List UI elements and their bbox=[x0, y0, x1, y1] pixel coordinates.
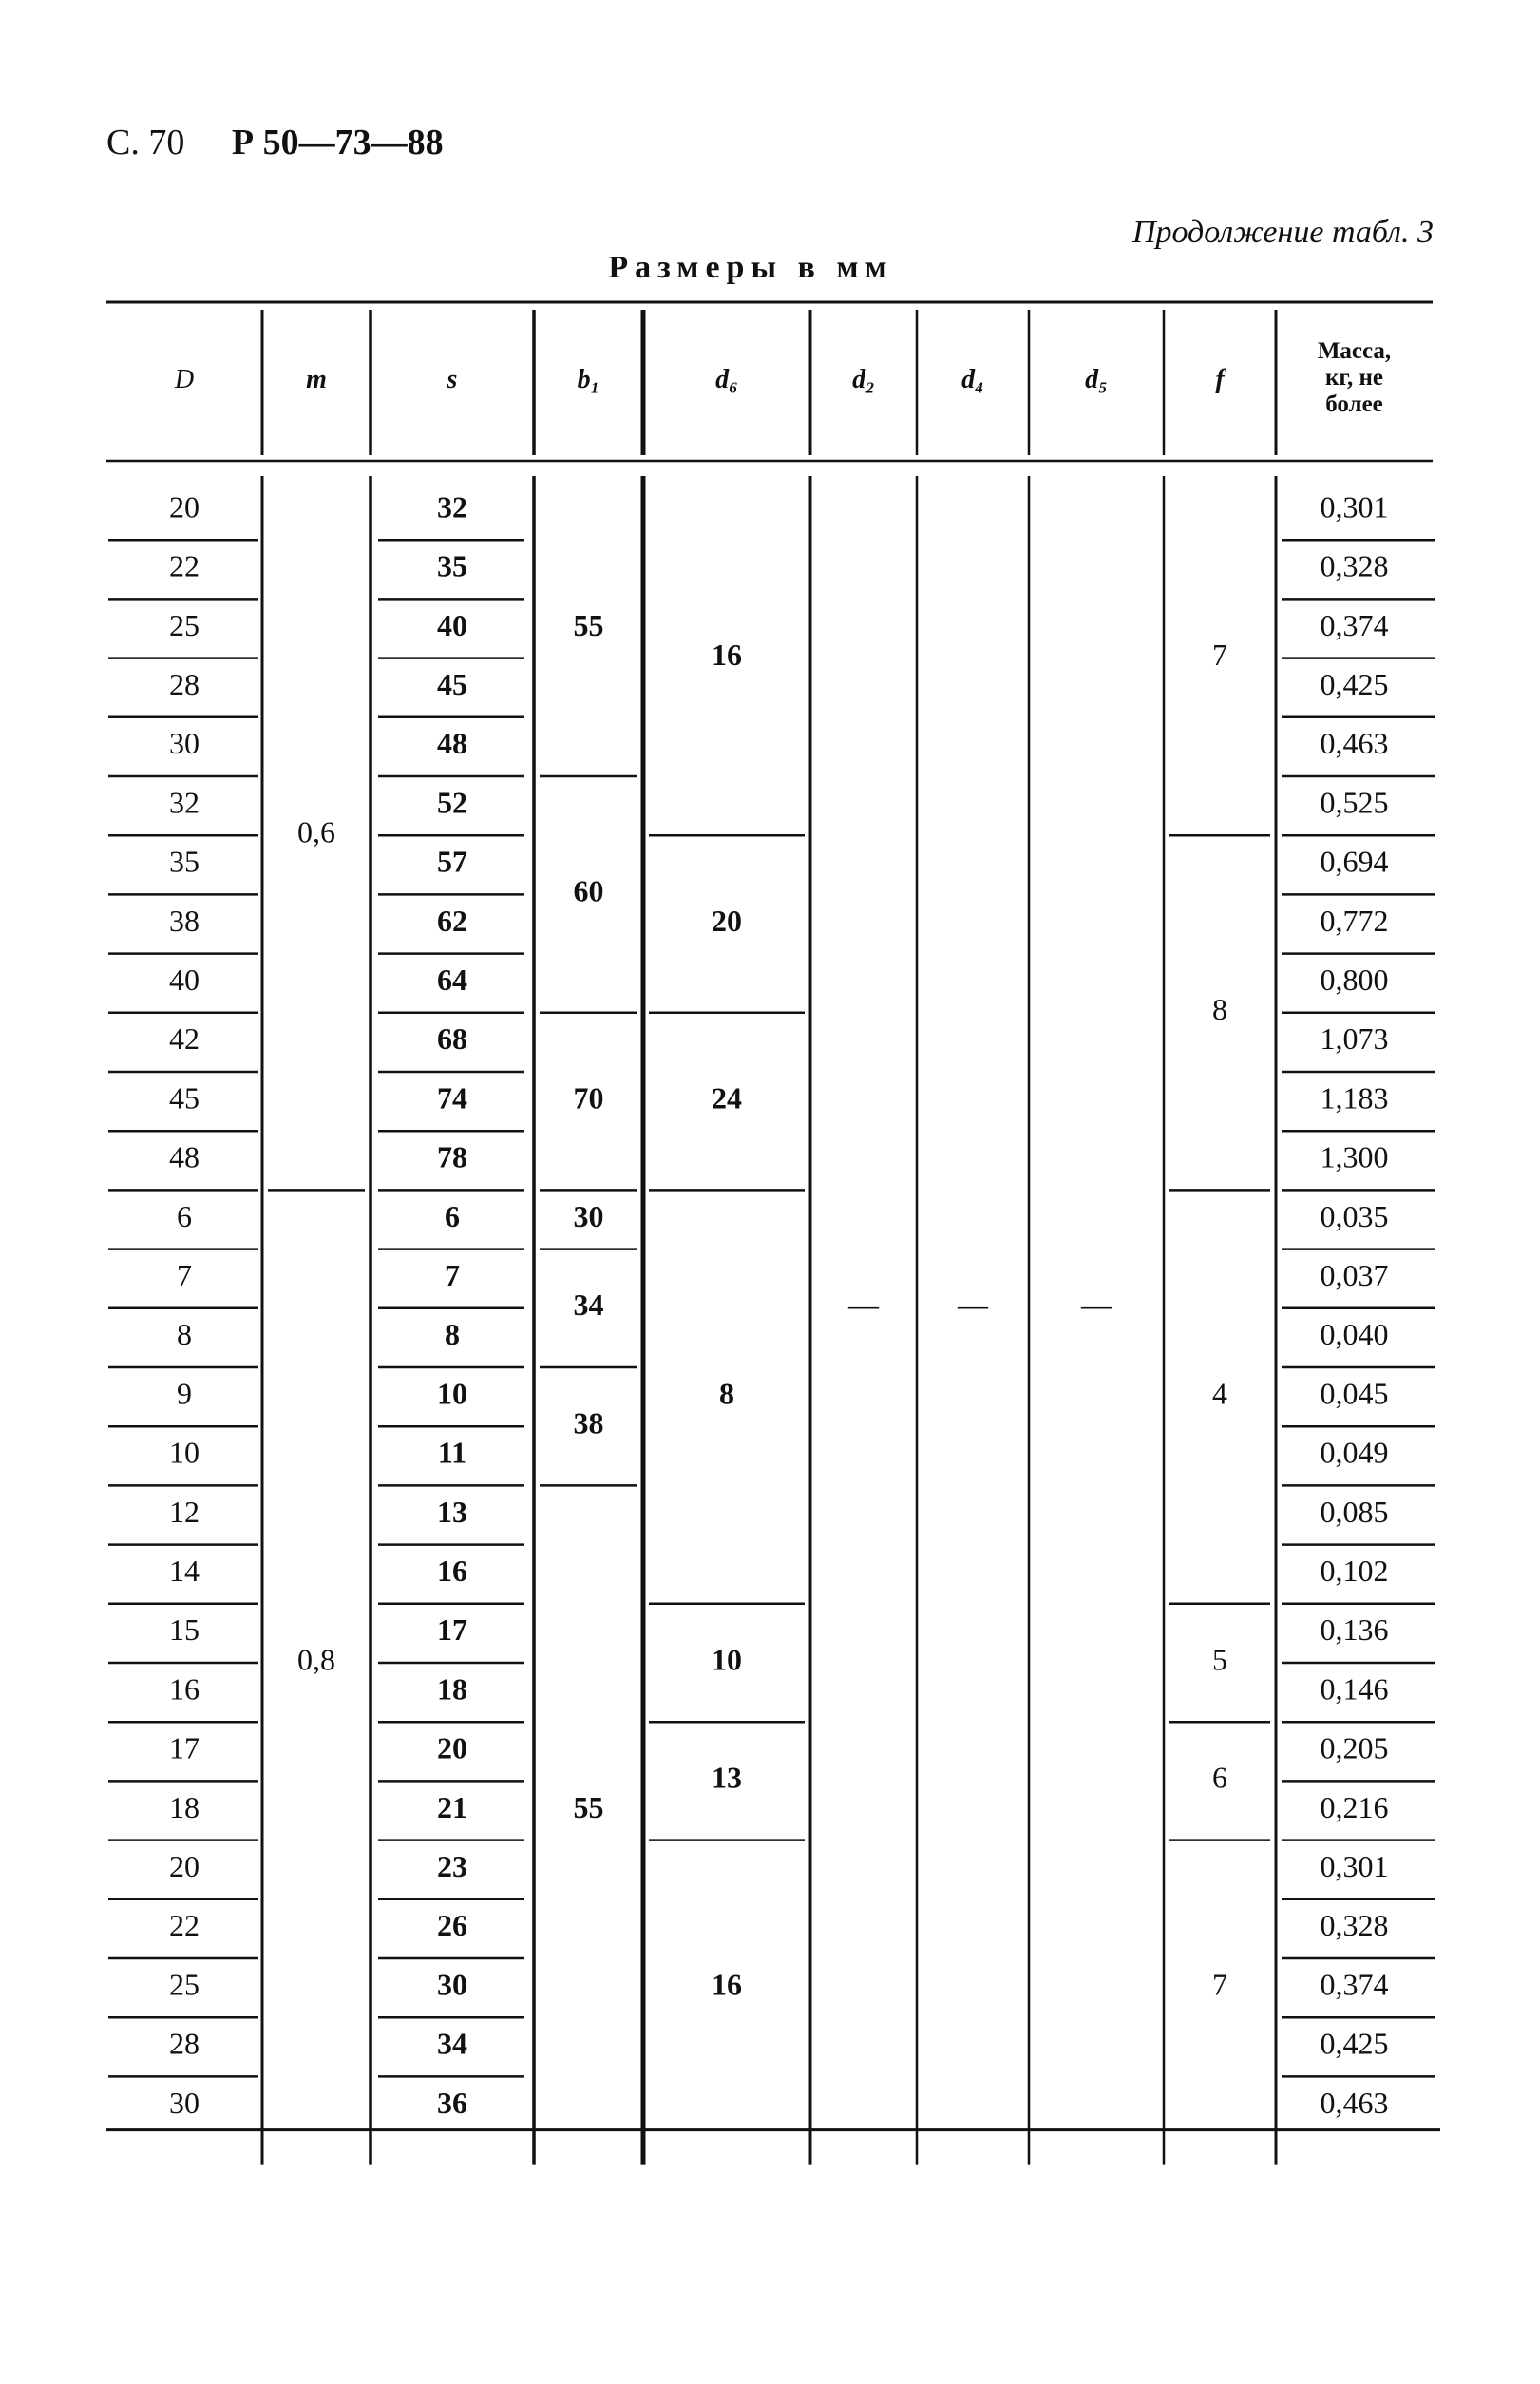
cell-s: 11 bbox=[437, 1435, 467, 1470]
cell-s: 40 bbox=[437, 607, 467, 642]
cell-d: 18 bbox=[169, 1789, 200, 1824]
cell-mass: 0,301 bbox=[1320, 489, 1389, 524]
column-header-d4: d₄ bbox=[961, 364, 984, 394]
column-header-mass: более bbox=[1325, 391, 1383, 418]
cell-d: 30 bbox=[169, 726, 200, 761]
cell-mass: 0,045 bbox=[1320, 1376, 1389, 1411]
column-header-b1: b₁ bbox=[577, 364, 600, 394]
table-continuation-label: Продолжение табл. 3 bbox=[1131, 215, 1434, 250]
cell-m: 0,8 bbox=[297, 1642, 335, 1677]
cell-mass: 0,525 bbox=[1320, 785, 1389, 820]
cell-mass: 0,328 bbox=[1320, 1908, 1389, 1943]
cell-mass: 0,085 bbox=[1320, 1494, 1389, 1529]
cell-f: 7 bbox=[1212, 1967, 1227, 2002]
cell-mass: 0,463 bbox=[1320, 2085, 1389, 2120]
cell-s: 48 bbox=[437, 726, 467, 761]
cell-d: 28 bbox=[169, 667, 200, 702]
column-header-mass: Масса, bbox=[1317, 338, 1392, 365]
cell-mass: 1,300 bbox=[1320, 1139, 1389, 1174]
cell-mass: 0,425 bbox=[1320, 667, 1389, 702]
cell-d6: 20 bbox=[712, 903, 742, 938]
cell-d: 25 bbox=[169, 607, 200, 642]
cell-mass: 0,463 bbox=[1320, 726, 1389, 761]
cell-s: 34 bbox=[437, 2026, 467, 2061]
cell-mass: 0,374 bbox=[1320, 1967, 1389, 2002]
cell-d: 38 bbox=[169, 903, 200, 938]
cell-d: 14 bbox=[169, 1554, 200, 1589]
cell-s: 26 bbox=[437, 1908, 467, 1943]
cell-mass: 0,800 bbox=[1320, 963, 1389, 998]
cell-d: 16 bbox=[169, 1671, 200, 1707]
cell-mass: 0,328 bbox=[1320, 548, 1389, 583]
cell-s: 16 bbox=[437, 1554, 467, 1589]
cell-d: 9 bbox=[177, 1376, 192, 1411]
cell-d: 15 bbox=[169, 1612, 200, 1648]
cell-d6: 24 bbox=[712, 1080, 742, 1116]
cell-s: 62 bbox=[437, 903, 467, 938]
cell-d4: — bbox=[958, 1287, 988, 1323]
cell-mass: 0,040 bbox=[1320, 1317, 1389, 1352]
cell-mass: 1,183 bbox=[1320, 1080, 1389, 1116]
cell-mass: 0,146 bbox=[1320, 1671, 1389, 1707]
document-number: Р 50—73—88 bbox=[231, 123, 444, 162]
cell-d: 8 bbox=[177, 1317, 192, 1352]
column-header-d5: d₅ bbox=[1085, 364, 1108, 394]
cell-d5: — bbox=[1081, 1287, 1112, 1323]
cell-mass: 0,049 bbox=[1320, 1435, 1389, 1470]
column-header-s: s bbox=[447, 364, 458, 394]
cell-s: 45 bbox=[437, 667, 467, 702]
cell-mass: 0,694 bbox=[1320, 844, 1389, 879]
cell-s: 7 bbox=[445, 1258, 460, 1293]
column-header-m: m bbox=[306, 364, 327, 394]
cell-mass: 0,425 bbox=[1320, 2026, 1389, 2061]
cell-mass: 0,102 bbox=[1320, 1554, 1389, 1589]
cell-s: 52 bbox=[437, 785, 467, 820]
column-header-f: f bbox=[1215, 364, 1225, 394]
cell-d: 12 bbox=[169, 1494, 200, 1529]
cell-b1: 70 bbox=[573, 1080, 604, 1116]
cell-mass: 0,216 bbox=[1320, 1789, 1389, 1824]
cell-mass: 0,301 bbox=[1320, 1849, 1389, 1884]
units-caption-text: Размеры в мм bbox=[608, 250, 894, 285]
cell-s: 36 bbox=[437, 2085, 467, 2120]
cell-f: 8 bbox=[1212, 992, 1227, 1027]
cell-s: 30 bbox=[437, 1967, 467, 2002]
cell-d6: 16 bbox=[712, 1967, 742, 2002]
cell-s: 10 bbox=[437, 1376, 467, 1411]
cell-d: 10 bbox=[169, 1435, 200, 1470]
cell-s: 35 bbox=[437, 548, 467, 583]
cell-d6: 8 bbox=[719, 1376, 734, 1411]
cell-d2: — bbox=[848, 1287, 879, 1323]
cell-d6: 10 bbox=[712, 1642, 742, 1677]
cell-d: 35 bbox=[169, 844, 200, 879]
column-header-mass: кг, не bbox=[1325, 365, 1383, 391]
cell-s: 68 bbox=[437, 1021, 467, 1057]
cell-s: 21 bbox=[437, 1789, 467, 1824]
cell-b1: 60 bbox=[573, 873, 604, 908]
cell-s: 13 bbox=[437, 1494, 467, 1529]
cell-f: 6 bbox=[1212, 1760, 1227, 1795]
cell-d: 48 bbox=[169, 1139, 200, 1174]
cell-d: 40 bbox=[169, 963, 200, 998]
cell-b1: 55 bbox=[573, 607, 604, 642]
cell-s: 64 bbox=[437, 963, 467, 998]
cell-s: 6 bbox=[445, 1198, 460, 1233]
cell-d: 42 bbox=[169, 1021, 200, 1057]
column-header-d2: d₂ bbox=[852, 364, 875, 394]
column-header-d: D bbox=[174, 364, 195, 394]
cell-s: 32 bbox=[437, 489, 467, 524]
cell-d: 32 bbox=[169, 785, 200, 820]
cell-d: 28 bbox=[169, 2026, 200, 2061]
cell-d: 25 bbox=[169, 1967, 200, 2002]
cell-d6: 13 bbox=[712, 1760, 742, 1795]
page-number: С. 70 bbox=[106, 123, 185, 162]
cell-b1: 55 bbox=[573, 1789, 604, 1824]
cell-mass: 0,035 bbox=[1320, 1198, 1389, 1233]
cell-d: 22 bbox=[169, 548, 200, 583]
cell-b1: 34 bbox=[573, 1287, 604, 1323]
cell-d: 22 bbox=[169, 1908, 200, 1943]
cell-mass: 0,037 bbox=[1320, 1258, 1389, 1293]
cell-d6: 16 bbox=[712, 637, 742, 672]
cell-mass: 0,374 bbox=[1320, 607, 1389, 642]
cell-s: 23 bbox=[437, 1849, 467, 1884]
cell-d: 7 bbox=[177, 1258, 192, 1293]
cell-mass: 0,136 bbox=[1320, 1612, 1389, 1648]
cell-s: 20 bbox=[437, 1730, 467, 1765]
cell-s: 78 bbox=[437, 1139, 467, 1174]
cell-mass: 0,205 bbox=[1320, 1730, 1389, 1765]
cell-f: 7 bbox=[1212, 637, 1227, 672]
cell-d: 30 bbox=[169, 2085, 200, 2120]
cell-d: 45 bbox=[169, 1080, 200, 1116]
cell-s: 8 bbox=[445, 1317, 460, 1352]
cell-d: 6 bbox=[177, 1198, 192, 1233]
cell-d: 20 bbox=[169, 489, 200, 524]
cell-s: 18 bbox=[437, 1671, 467, 1707]
cell-d: 17 bbox=[169, 1730, 200, 1765]
cell-f: 4 bbox=[1212, 1376, 1227, 1411]
cell-b1: 30 bbox=[573, 1198, 604, 1233]
cell-mass: 0,772 bbox=[1320, 903, 1389, 938]
cell-s: 74 bbox=[437, 1080, 467, 1116]
cell-b1: 38 bbox=[573, 1405, 604, 1440]
column-header-d6: d₆ bbox=[715, 364, 738, 394]
cell-d: 20 bbox=[169, 1849, 200, 1884]
cell-m: 0,6 bbox=[297, 814, 335, 849]
cell-f: 5 bbox=[1212, 1642, 1227, 1677]
cell-s: 57 bbox=[437, 844, 467, 879]
cell-s: 17 bbox=[437, 1612, 467, 1648]
cell-mass: 1,073 bbox=[1320, 1021, 1389, 1057]
